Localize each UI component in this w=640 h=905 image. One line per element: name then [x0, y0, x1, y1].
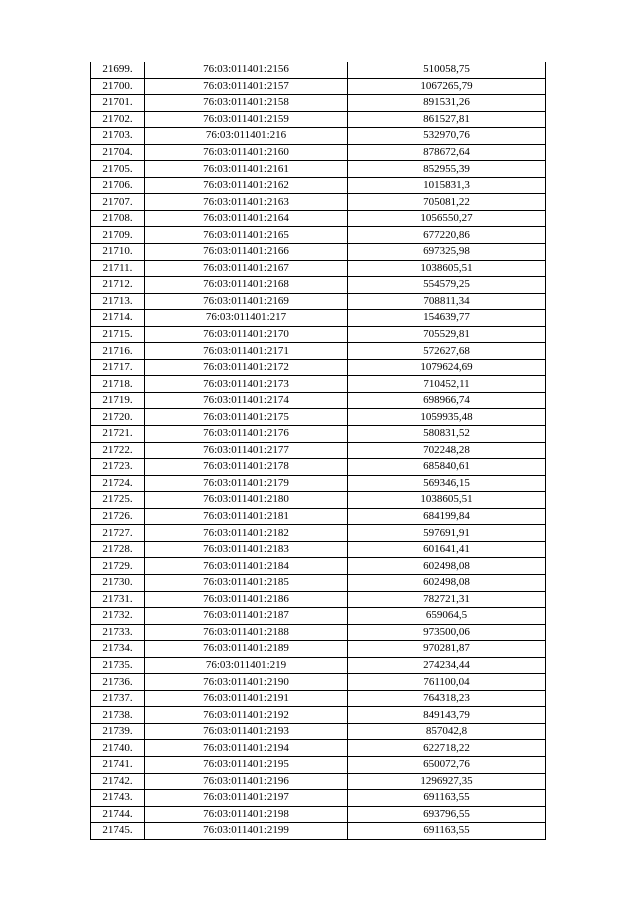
cadastral-number-cell: 76:03:011401:2163 — [145, 194, 348, 211]
cadastral-number-cell: 76:03:011401:2196 — [145, 773, 348, 790]
value-cell: 1056550,27 — [348, 210, 546, 227]
cadastral-number-cell: 76:03:011401:2173 — [145, 376, 348, 393]
cadastral-number-cell: 76:03:011401:2169 — [145, 293, 348, 310]
cadastral-number-cell: 76:03:011401:2197 — [145, 790, 348, 807]
value-cell: 580831,52 — [348, 426, 546, 443]
value-cell: 705529,81 — [348, 326, 546, 343]
row-number-cell: 21712. — [91, 277, 145, 294]
cadastral-number-cell: 76:03:011401:2166 — [145, 244, 348, 261]
value-cell: 572627,68 — [348, 343, 546, 360]
table-row — [91, 674, 546, 691]
value-cell: 677220,86 — [348, 227, 546, 244]
cadastral-number-cell: 76:03:011401:2189 — [145, 641, 348, 658]
value-cell: 782721,31 — [348, 591, 546, 608]
table-row — [91, 161, 546, 178]
row-number-cell: 21742. — [91, 773, 145, 790]
row-number-cell: 21733. — [91, 624, 145, 641]
row-number-cell: 21721. — [91, 426, 145, 443]
row-number-cell: 21725. — [91, 492, 145, 509]
value-cell: 532970,76 — [348, 128, 546, 145]
table-row — [91, 475, 546, 492]
cadastral-number-cell: 76:03:011401:2164 — [145, 210, 348, 227]
cadastral-number-cell: 76:03:011401:2167 — [145, 260, 348, 277]
table-row — [91, 823, 546, 840]
table-row — [91, 277, 546, 294]
row-number-cell: 21741. — [91, 756, 145, 773]
table-row — [91, 773, 546, 790]
cadastral-number-cell: 76:03:011401:2193 — [145, 723, 348, 740]
table-row — [91, 144, 546, 161]
cadastral-number-cell: 76:03:011401:2171 — [145, 343, 348, 360]
table-row — [91, 707, 546, 724]
cadastral-number-cell: 76:03:011401:2181 — [145, 508, 348, 525]
row-number-cell: 21705. — [91, 161, 145, 178]
table-row — [91, 376, 546, 393]
cadastral-number-cell: 76:03:011401:2183 — [145, 541, 348, 558]
cadastral-number-cell: 76:03:011401:2199 — [145, 823, 348, 840]
value-cell: 685840,61 — [348, 459, 546, 476]
table-row — [91, 78, 546, 95]
row-number-cell: 21703. — [91, 128, 145, 145]
row-number-cell: 21740. — [91, 740, 145, 757]
row-number-cell: 21744. — [91, 806, 145, 823]
table-row — [91, 293, 546, 310]
row-number-cell: 21743. — [91, 790, 145, 807]
row-number-cell: 21720. — [91, 409, 145, 426]
table-row — [91, 740, 546, 757]
table-row — [91, 541, 546, 558]
table-row — [91, 641, 546, 658]
row-number-cell: 21706. — [91, 177, 145, 194]
value-cell: 569346,15 — [348, 475, 546, 492]
table-row — [91, 128, 546, 145]
value-cell: 693796,55 — [348, 806, 546, 823]
row-number-cell: 21708. — [91, 210, 145, 227]
cadastral-number-cell: 76:03:011401:2185 — [145, 574, 348, 591]
row-number-cell: 21728. — [91, 541, 145, 558]
table-row — [91, 111, 546, 128]
cadastral-number-cell: 76:03:011401:2182 — [145, 525, 348, 542]
value-cell: 878672,64 — [348, 144, 546, 161]
value-cell: 510058,75 — [348, 62, 546, 78]
cadastral-number-cell: 76:03:011401:2165 — [145, 227, 348, 244]
cadastral-number-cell: 76:03:011401:2168 — [145, 277, 348, 294]
table-row — [91, 508, 546, 525]
value-cell: 1079624,69 — [348, 359, 546, 376]
row-number-cell: 21726. — [91, 508, 145, 525]
value-cell: 697325,98 — [348, 244, 546, 261]
table-row — [91, 260, 546, 277]
table-row — [91, 227, 546, 244]
row-number-cell: 21738. — [91, 707, 145, 724]
value-cell: 601641,41 — [348, 541, 546, 558]
cadastral-number-cell: 76:03:011401:2186 — [145, 591, 348, 608]
value-cell: 761100,04 — [348, 674, 546, 691]
value-cell: 852955,39 — [348, 161, 546, 178]
table-row — [91, 558, 546, 575]
row-number-cell: 21717. — [91, 359, 145, 376]
value-cell: 1038605,51 — [348, 260, 546, 277]
row-number-cell: 21713. — [91, 293, 145, 310]
row-number-cell: 21702. — [91, 111, 145, 128]
cadastral-number-cell: 76:03:011401:219 — [145, 657, 348, 674]
cadastral-number-cell: 76:03:011401:2156 — [145, 62, 348, 78]
value-cell: 691163,55 — [348, 823, 546, 840]
table-row — [91, 194, 546, 211]
cadastral-number-cell: 76:03:011401:2194 — [145, 740, 348, 757]
value-cell: 554579,25 — [348, 277, 546, 294]
row-number-cell: 21729. — [91, 558, 145, 575]
cadastral-number-cell: 76:03:011401:2162 — [145, 177, 348, 194]
value-cell: 659064,5 — [348, 608, 546, 625]
table-row — [91, 591, 546, 608]
row-number-cell: 21723. — [91, 459, 145, 476]
table-row — [91, 723, 546, 740]
row-number-cell: 21736. — [91, 674, 145, 691]
table-row — [91, 442, 546, 459]
cadastral-number-cell: 76:03:011401:2184 — [145, 558, 348, 575]
row-number-cell: 21735. — [91, 657, 145, 674]
value-cell: 1067265,79 — [348, 78, 546, 95]
row-number-cell: 21734. — [91, 641, 145, 658]
row-number-cell: 21739. — [91, 723, 145, 740]
row-number-cell: 21710. — [91, 244, 145, 261]
row-number-cell: 21709. — [91, 227, 145, 244]
cadastral-number-cell: 76:03:011401:2160 — [145, 144, 348, 161]
cadastral-number-cell: 76:03:011401:2190 — [145, 674, 348, 691]
cadastral-number-cell: 76:03:011401:2175 — [145, 409, 348, 426]
row-number-cell: 21711. — [91, 260, 145, 277]
table-row — [91, 806, 546, 823]
table-row — [91, 459, 546, 476]
row-number-cell: 21724. — [91, 475, 145, 492]
value-cell: 891531,26 — [348, 95, 546, 112]
row-number-cell: 21718. — [91, 376, 145, 393]
row-number-cell: 21732. — [91, 608, 145, 625]
row-number-cell: 21699. — [91, 62, 145, 78]
row-number-cell: 21701. — [91, 95, 145, 112]
table-row — [91, 657, 546, 674]
cadastral-number-cell: 76:03:011401:216 — [145, 128, 348, 145]
row-number-cell: 21731. — [91, 591, 145, 608]
table-row — [91, 210, 546, 227]
value-cell: 764318,23 — [348, 690, 546, 707]
row-number-cell: 21727. — [91, 525, 145, 542]
row-number-cell: 21745. — [91, 823, 145, 840]
table-row — [91, 790, 546, 807]
table-row — [91, 426, 546, 443]
row-number-cell: 21707. — [91, 194, 145, 211]
value-cell: 849143,79 — [348, 707, 546, 724]
cadastral-number-cell: 76:03:011401:2161 — [145, 161, 348, 178]
value-cell: 710452,11 — [348, 376, 546, 393]
table-row — [91, 392, 546, 409]
row-number-cell: 21716. — [91, 343, 145, 360]
cadastral-number-cell: 76:03:011401:2179 — [145, 475, 348, 492]
table-row — [91, 690, 546, 707]
cadastral-number-cell: 76:03:011401:2172 — [145, 359, 348, 376]
value-cell: 602498,08 — [348, 574, 546, 591]
table-row — [91, 492, 546, 509]
table-row — [91, 756, 546, 773]
table-row — [91, 244, 546, 261]
value-cell: 702248,28 — [348, 442, 546, 459]
cadastral-value-table — [90, 62, 546, 840]
value-cell: 602498,08 — [348, 558, 546, 575]
row-number-cell: 21719. — [91, 392, 145, 409]
table-row — [91, 574, 546, 591]
value-cell: 622718,22 — [348, 740, 546, 757]
value-cell: 861527,81 — [348, 111, 546, 128]
cadastral-number-cell: 76:03:011401:2159 — [145, 111, 348, 128]
row-number-cell: 21730. — [91, 574, 145, 591]
table-row — [91, 62, 546, 78]
cadastral-number-cell: 76:03:011401:2157 — [145, 78, 348, 95]
cadastral-number-cell: 76:03:011401:2170 — [145, 326, 348, 343]
row-number-cell: 21714. — [91, 310, 145, 327]
value-cell: 597691,91 — [348, 525, 546, 542]
row-number-cell: 21704. — [91, 144, 145, 161]
cadastral-number-cell: 76:03:011401:2188 — [145, 624, 348, 641]
table-row — [91, 359, 546, 376]
cadastral-number-cell: 76:03:011401:2192 — [145, 707, 348, 724]
cadastral-number-cell: 76:03:011401:2187 — [145, 608, 348, 625]
row-number-cell: 21722. — [91, 442, 145, 459]
value-cell: 650072,76 — [348, 756, 546, 773]
cadastral-number-cell: 76:03:011401:2158 — [145, 95, 348, 112]
table-row — [91, 624, 546, 641]
table-row — [91, 525, 546, 542]
table-row — [91, 409, 546, 426]
cadastral-number-cell: 76:03:011401:2198 — [145, 806, 348, 823]
value-cell: 1296927,35 — [348, 773, 546, 790]
value-cell: 691163,55 — [348, 790, 546, 807]
value-cell: 857042,8 — [348, 723, 546, 740]
value-cell: 705081,22 — [348, 194, 546, 211]
value-cell: 1015831,3 — [348, 177, 546, 194]
value-cell: 708811,34 — [348, 293, 546, 310]
row-number-cell: 21700. — [91, 78, 145, 95]
table-row — [91, 177, 546, 194]
row-number-cell: 21715. — [91, 326, 145, 343]
table-row — [91, 343, 546, 360]
cadastral-number-cell: 76:03:011401:2174 — [145, 392, 348, 409]
value-cell: 698966,74 — [348, 392, 546, 409]
table-body — [91, 62, 546, 839]
value-cell: 1038605,51 — [348, 492, 546, 509]
cadastral-number-cell: 76:03:011401:2177 — [145, 442, 348, 459]
row-number-cell: 21737. — [91, 690, 145, 707]
cadastral-number-cell: 76:03:011401:2180 — [145, 492, 348, 509]
value-cell: 973500,06 — [348, 624, 546, 641]
cadastral-number-cell: 76:03:011401:2191 — [145, 690, 348, 707]
cadastral-number-cell: 76:03:011401:2176 — [145, 426, 348, 443]
value-cell: 274234,44 — [348, 657, 546, 674]
value-cell: 970281,87 — [348, 641, 546, 658]
table-row — [91, 95, 546, 112]
value-cell: 1059935,48 — [348, 409, 546, 426]
table-row — [91, 608, 546, 625]
cadastral-number-cell: 76:03:011401:217 — [145, 310, 348, 327]
table-row — [91, 326, 546, 343]
value-cell: 684199,84 — [348, 508, 546, 525]
cadastral-number-cell: 76:03:011401:2178 — [145, 459, 348, 476]
value-cell: 154639,77 — [348, 310, 546, 327]
table-row — [91, 310, 546, 327]
cadastral-number-cell: 76:03:011401:2195 — [145, 756, 348, 773]
